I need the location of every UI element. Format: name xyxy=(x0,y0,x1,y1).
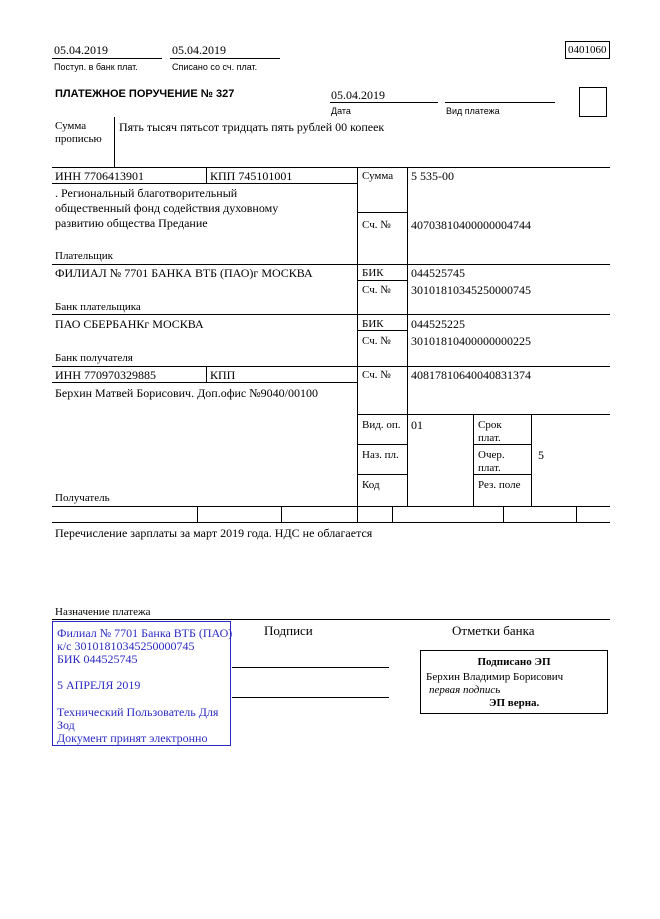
grid-line-payer-top xyxy=(52,167,610,168)
grid-line-payee-bank-bottom xyxy=(52,366,610,367)
payment-type-label: Вид платежа xyxy=(446,106,500,116)
grid-line-payer-bottom xyxy=(52,264,610,265)
payer-account: 40703810400000004744 xyxy=(411,218,531,232)
tax-col-6 xyxy=(576,506,577,522)
form-code: 0401060 xyxy=(568,44,607,56)
signature-line-2 xyxy=(232,697,389,698)
payer-name-1: . Региональный благотворительный xyxy=(55,186,238,200)
amount-words-label-1: Сумма xyxy=(55,120,87,132)
ep-signature-box xyxy=(420,650,608,714)
page-title: ПЛАТЕЖНОЕ ПОРУЧЕНИЕ № 327 xyxy=(55,88,235,100)
bank-stamp-line7: Документ принят электронно xyxy=(57,731,208,745)
op-type-value: 01 xyxy=(411,418,423,432)
debited-label: Списано со сч. плат. xyxy=(172,62,258,72)
payee-kpp: КПП xyxy=(210,368,236,382)
reserve-label: Рез. поле xyxy=(478,479,521,491)
tax-col-4 xyxy=(392,506,393,522)
bank-stamp-line6: Зод xyxy=(57,718,75,732)
priority-label-2: плат. xyxy=(478,462,501,474)
purpose-code-label: Наз. пл. xyxy=(362,449,399,461)
bank-stamp-date: 5 АПРЕЛЯ 2019 xyxy=(57,678,141,692)
payee-bank-account: 30101810400000000225 xyxy=(411,334,531,348)
grid-col-labels-right xyxy=(407,167,408,506)
grid-line-purpose-code xyxy=(357,474,407,475)
payer-label: Плательщик xyxy=(55,250,113,262)
ep-signature-type: первая подпись xyxy=(429,684,501,696)
debited-date-line xyxy=(170,58,280,59)
grid-line-details-top xyxy=(357,414,610,415)
term-label-1: Срок xyxy=(478,419,502,431)
purpose-bottom-line xyxy=(52,619,610,620)
grid-line-amount-bottom xyxy=(357,212,407,213)
form-code-box xyxy=(565,41,610,59)
op-type-label: Вид. оп. xyxy=(362,419,401,431)
code-label: Код xyxy=(362,479,380,491)
payer-bank-account: 30101810345250000745 xyxy=(411,283,531,297)
grid-col-labels-left xyxy=(357,167,358,506)
payee-bank-bik: 044525225 xyxy=(411,317,465,331)
grid-line-tax-bottom xyxy=(52,522,610,523)
payer-name-2: общественный фонд содействия духовному xyxy=(55,201,279,215)
tax-col-5 xyxy=(503,506,504,522)
bank-stamp xyxy=(52,621,231,746)
payment-type-line xyxy=(445,102,555,103)
payer-kpp: КПП 745101001 xyxy=(210,169,293,183)
ep-title: Подписано ЭП xyxy=(477,656,551,668)
amount-label: Сумма xyxy=(362,170,394,182)
bank-stamp-line5: Технический Пользователь Для xyxy=(57,705,219,719)
signature-line-1 xyxy=(232,667,389,668)
purpose-text: Перечисление зарплаты за март 2019 года. НДС не облагается xyxy=(55,526,373,540)
payer-name-3: развитию общества Предание xyxy=(55,216,208,230)
grid-col-payer-kpp xyxy=(206,167,207,183)
payee-label: Получатель xyxy=(55,492,110,504)
priority-value: 5 xyxy=(538,448,544,462)
order-date: 05.04.2019 xyxy=(331,88,385,102)
payer-bank-bik: 044525745 xyxy=(411,266,465,280)
payee-bank-bik-label: БИК xyxy=(362,318,384,330)
received-date-line xyxy=(52,58,162,59)
ep-status: ЭП верна. xyxy=(489,697,540,709)
payer-account-label: Сч. № xyxy=(362,219,391,231)
field-101-box xyxy=(579,87,607,117)
debited-date: 05.04.2019 xyxy=(172,43,226,57)
bank-stamp-line2: к/с 30101810345250000745 xyxy=(57,639,195,653)
bank-stamp-line3: БИК 044525745 xyxy=(57,652,138,666)
payee-bank-label: Банк получателя xyxy=(55,352,133,364)
purpose-label: Назначение платежа xyxy=(55,606,151,618)
grid-line-payer-bik xyxy=(357,280,407,281)
payee-bank-account-label: Сч. № xyxy=(362,335,391,347)
signatures-label: Подписи xyxy=(264,623,313,638)
grid-col-payee-kpp xyxy=(206,366,207,382)
ep-signer: Берхин Владимир Борисович xyxy=(426,671,564,683)
payee-account-label: Сч. № xyxy=(362,369,391,381)
amount-words-value: Пять тысяч пятьсот тридцать пять рублей 00 копеек xyxy=(119,120,385,134)
amount-words-label-2: прописью xyxy=(55,133,102,145)
payer-bank-bik-label: БИК xyxy=(362,267,384,279)
amount-value: 5 535-00 xyxy=(411,169,454,183)
priority-label-1: Очер. xyxy=(478,449,505,461)
order-date-line xyxy=(330,102,438,103)
payer-bank-name: ФИЛИАЛ № 7701 БАНКА ВТБ (ПАО)г МОСКВА xyxy=(55,266,313,280)
payee-name: Берхин Матвей Борисович. Доп.офис №9040/00100 xyxy=(55,386,319,400)
grid-line-payee-inn xyxy=(52,382,357,383)
grid-col-details-right xyxy=(531,414,532,506)
term-label-2: плат. xyxy=(478,432,501,444)
tax-col-3 xyxy=(357,506,358,522)
order-date-label: Дата xyxy=(331,106,351,116)
payee-bank-name: ПАО СБЕРБАНКг МОСКВА xyxy=(55,317,204,331)
grid-line-op-type xyxy=(357,444,407,445)
payee-inn: ИНН 770970329885 xyxy=(55,368,156,382)
grid-line-payer-bank-bottom xyxy=(52,314,610,315)
amount-words-divider xyxy=(114,117,115,167)
bank-stamp-line1: Филиал № 7701 Банка ВТБ (ПАО) xyxy=(57,626,233,640)
grid-line-payee-bottom xyxy=(52,506,610,507)
bank-marks-label: Отметки банка xyxy=(452,623,535,638)
grid-col-details-mid xyxy=(473,414,474,506)
grid-line-payer-inn xyxy=(52,183,357,184)
payer-bank-label: Банк плательщика xyxy=(55,301,141,313)
tax-col-2 xyxy=(281,506,282,522)
payer-bank-account-label: Сч. № xyxy=(362,284,391,296)
payee-account: 40817810640040831374 xyxy=(411,368,531,382)
received-label: Поступ. в банк плат. xyxy=(54,62,138,72)
payer-inn: ИНН 7706413901 xyxy=(55,169,144,183)
tax-col-1 xyxy=(197,506,198,522)
received-date: 05.04.2019 xyxy=(54,43,108,57)
